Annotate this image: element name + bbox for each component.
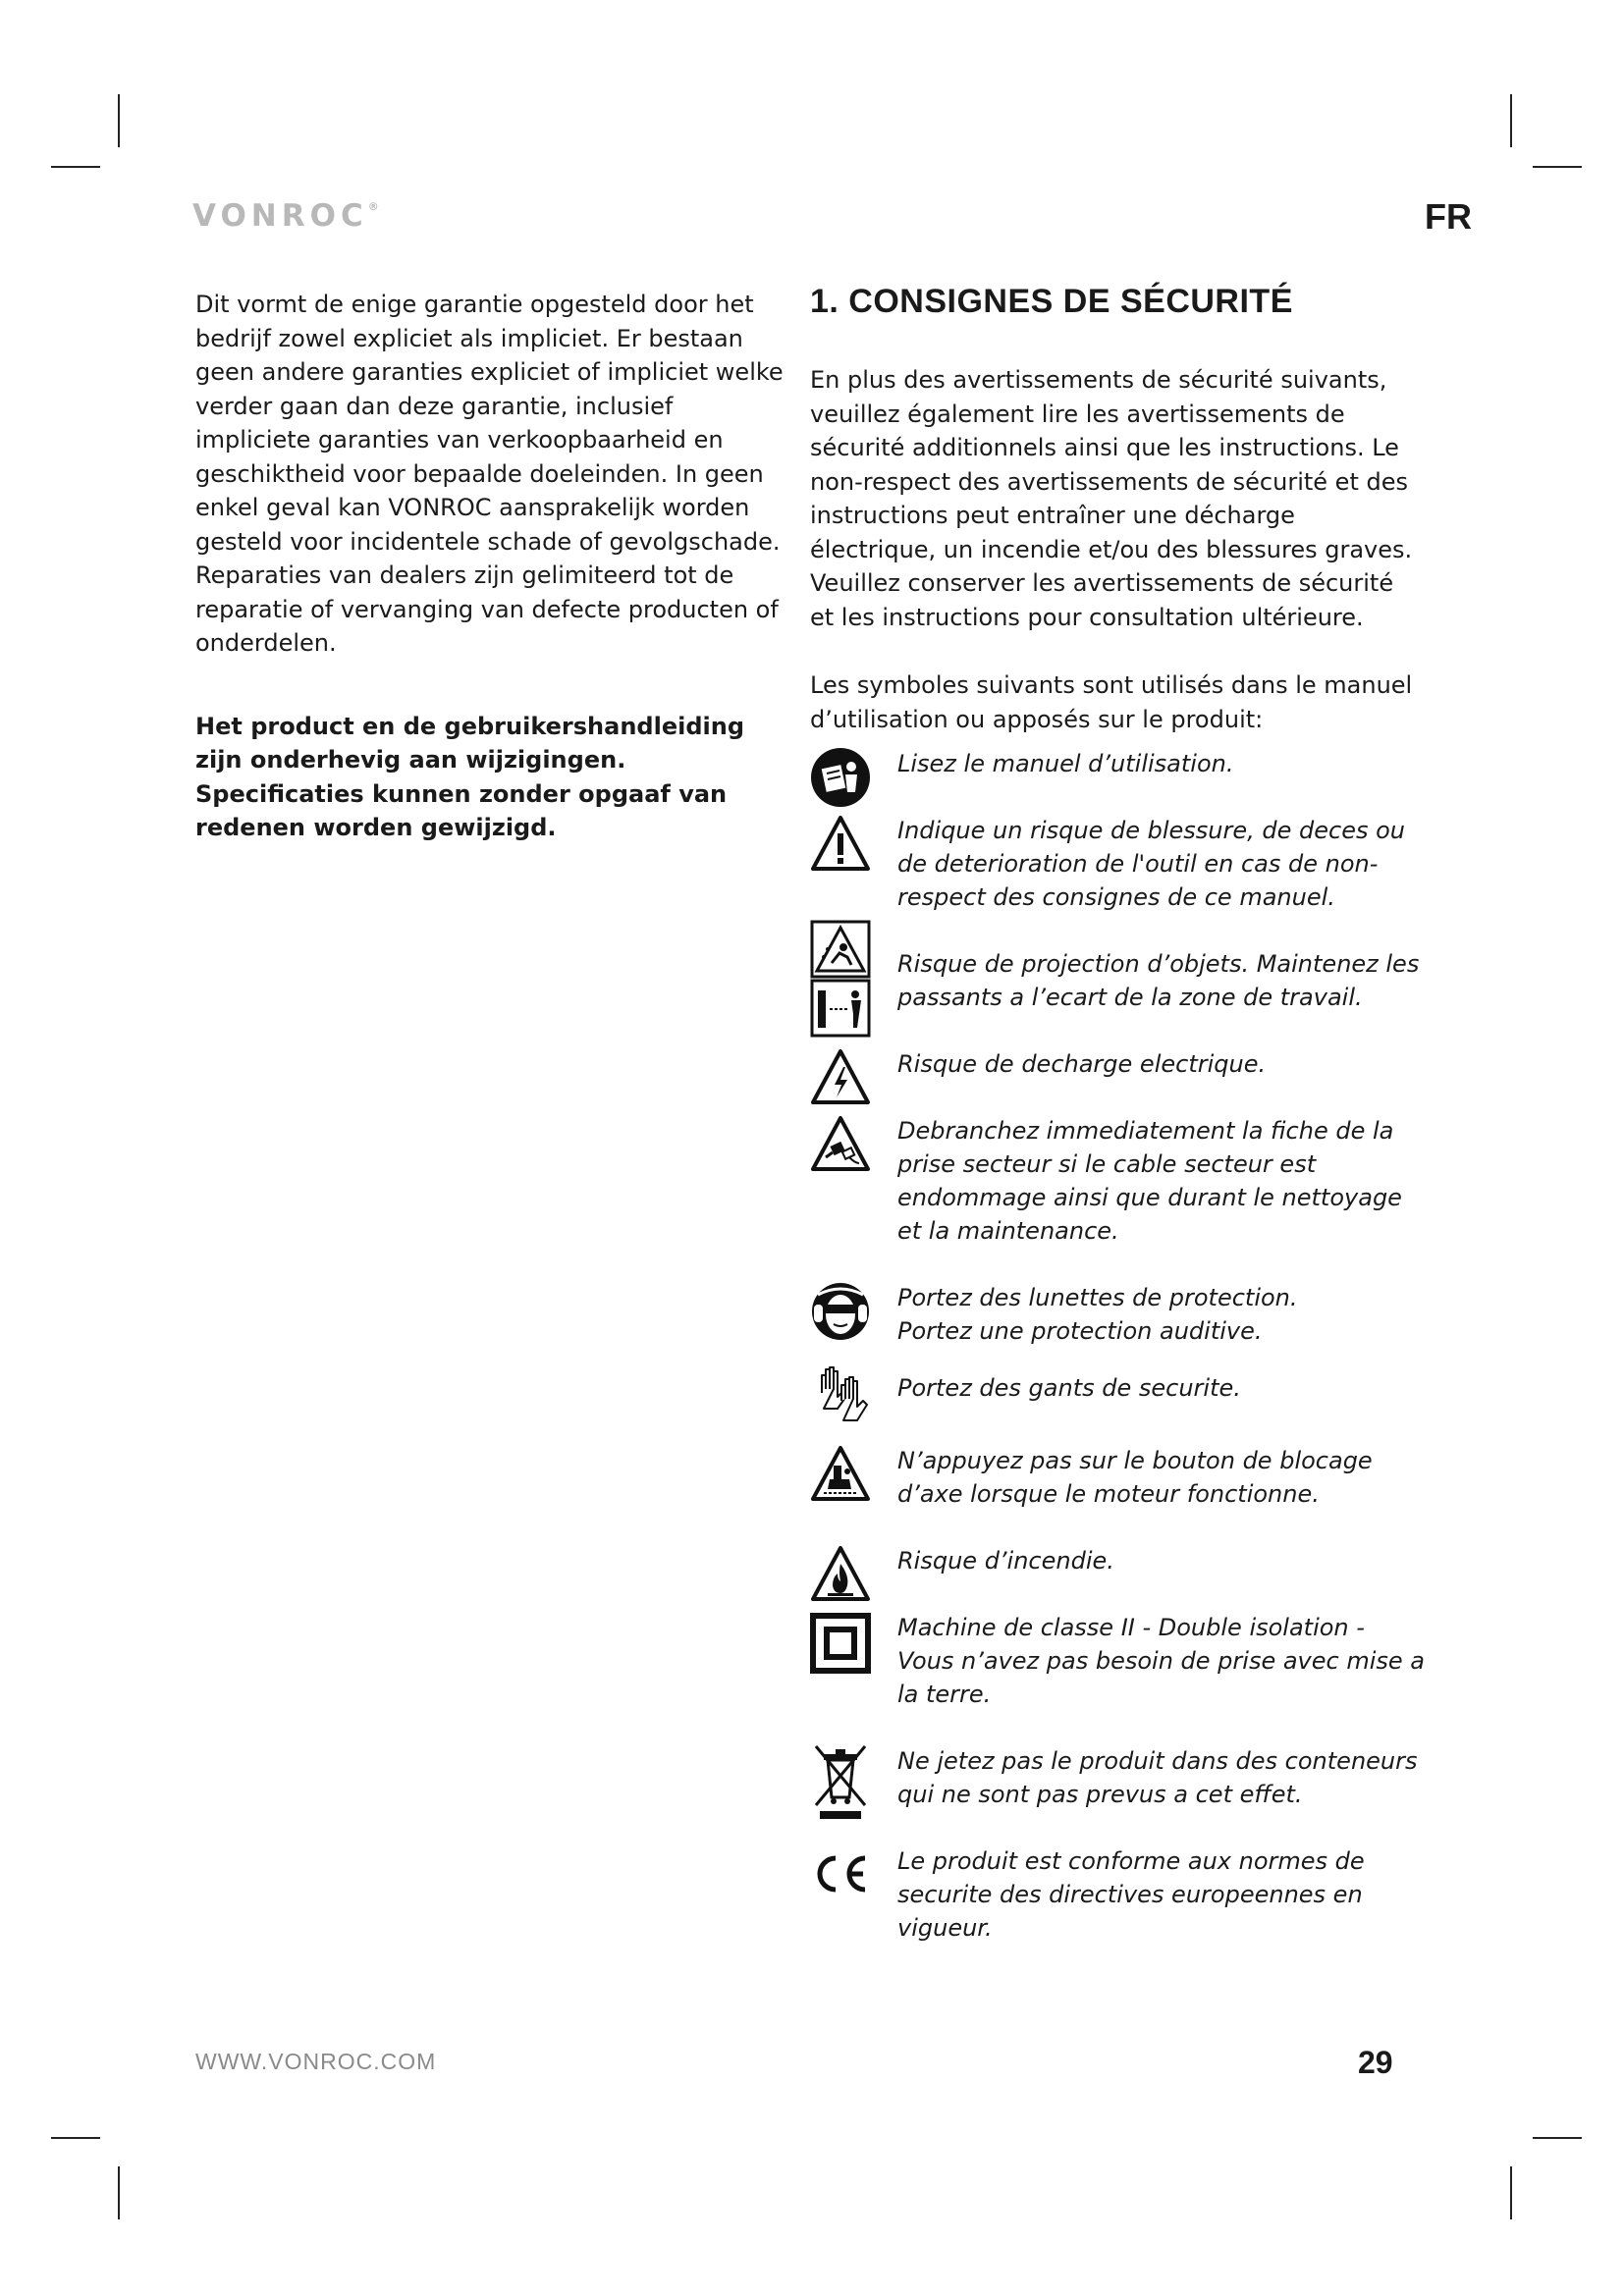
weee-bin-icon <box>810 1742 873 1821</box>
crop-mark <box>1510 2166 1512 2219</box>
warranty-column <box>195 288 785 845</box>
section-heading: 1. CONSIGNES DE SÉCURITÉ <box>810 283 1293 320</box>
symbol-description: Portez des lunettes de protection. Portez une protection auditive. <box>897 1284 1298 1345</box>
change-notice: Het product en de gebruikershandleiding zijn onderhevig aan wijzigingen. Specificaties kunnen zonder opgaaf van redenen worden gewijzigd. <box>195 712 744 841</box>
fire-hazard-icon <box>810 1544 873 1605</box>
electric-shock-icon <box>810 1047 873 1108</box>
crop-mark <box>1533 2137 1582 2139</box>
read-manual-icon <box>810 747 873 808</box>
warranty-paragraph: Dit vormt de enige garantie opgesteld door het bedrijf zowel expliciet als impliciet. Er bestaan geen andere garanties expliciet of impliciet welke verder gaan dan deze garantie, inclusief impliciete garanties van verkoopbaarheid en geschiktheid voor bepaalde doeleinden. In geen enkel geval kan VONROC aansprakelijk worden gesteld voor incidentele schade of gevolgschade. Reparaties van dealers zijn gelimiteerd tot de reparatie of vervanging van defecte producten of onderdelen. <box>195 291 784 657</box>
symbol-description: N’appuyez pas sur le bouton de blocage d’axe lorsque le moteur fonctionne. <box>897 1447 1373 1508</box>
eye-ear-protection-icon <box>810 1281 873 1342</box>
safety-column <box>810 278 1419 736</box>
language-code: FR <box>1425 196 1472 237</box>
gloves-icon <box>810 1363 873 1426</box>
spindle-lock-warning-icon <box>810 1444 873 1505</box>
symbol-description: Portez des gants de securite. <box>897 1374 1241 1402</box>
crop-mark <box>118 94 120 147</box>
footer-url: WWW.VONROC.COM <box>195 2049 437 2074</box>
symbol-description: Risque d’incendie. <box>897 1547 1114 1575</box>
safety-intro: En plus des avertissements de sécurité suivants, veuillez également lire les avertissements de sécurité additionnels ainsi que les instructions. Le non-respect des avertissements de sécurité et des instructions peut entraîner une décharge électrique, un incendie et/ou des blessures graves. Veuillez conserver les avertissements de sécurité et les instructions pour consultation ultérieure. <box>810 366 1413 631</box>
flying-objects-bystander-icon <box>810 920 873 1038</box>
symbol-description: Ne jetez pas le produit dans des conteneurs qui ne sont pas prevus a cet effet. <box>897 1747 1418 1808</box>
crop-mark <box>118 2166 120 2219</box>
unplug-icon <box>810 1114 873 1175</box>
symbol-description: Indique un risque de blessure, de deces ou de deterioration de l'outil en cas de non-respect des consignes de ce manuel. <box>897 817 1405 911</box>
crop-mark <box>1533 166 1582 168</box>
crop-mark <box>51 166 100 168</box>
page-number: 29 <box>1358 2045 1393 2080</box>
symbol-description: Debranchez immediatement la fiche de la prise secteur si le cable secteur est endommage ainsi que durant le nettoyage et la maintenance. <box>897 1117 1402 1245</box>
crop-mark <box>1510 94 1512 147</box>
warning-icon <box>810 814 873 875</box>
symbol-description: Lisez le manuel d’utilisation. <box>897 750 1234 777</box>
symbol-description: Le produit est conforme aux normes de securite des directives europeennes en vigueur. <box>897 1847 1365 1942</box>
symbol-description: Risque de projection d’objets. Maintenez les passants a l’ecart de la zone de travail. <box>897 950 1420 1011</box>
brand-logo: VONROC® <box>192 198 379 234</box>
crop-mark <box>51 2137 100 2139</box>
symbol-description: Machine de classe II - Double isolation - Vous n’avez pas besoin de prise avec mise a la terre. <box>897 1614 1425 1708</box>
symbol-description: Risque de decharge electrique. <box>897 1050 1267 1078</box>
ce-mark-icon <box>810 1852 873 1896</box>
symbols-intro: Les symboles suivants sont utilisés dans le manuel d’utilisation ou apposés sur le produit: <box>810 671 1413 733</box>
class-ii-icon <box>810 1613 873 1674</box>
